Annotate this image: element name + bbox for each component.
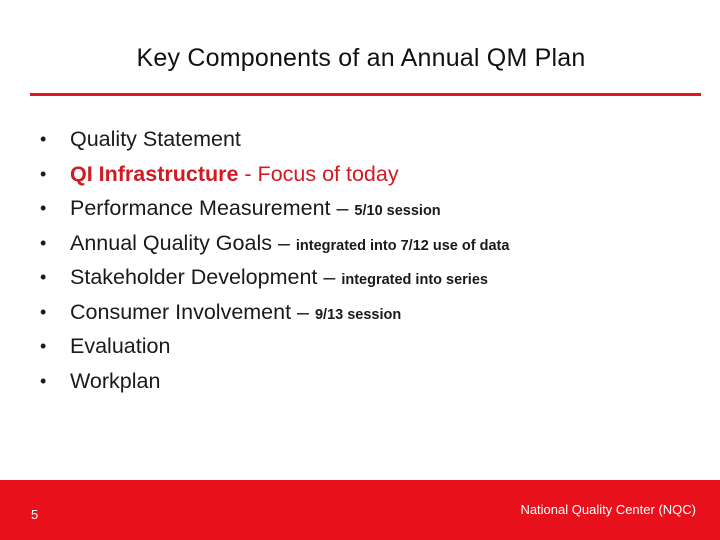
bullet-icon: • — [40, 163, 47, 184]
bullet-dash: – — [330, 196, 355, 220]
bullet-icon: • — [40, 370, 47, 391]
bullet-suffix: - Focus of today — [238, 161, 399, 186]
bullet-note: integrated into 7/12 use of data — [295, 237, 510, 254]
bullet-text-wrapper — [70, 191, 441, 228]
bullet-text: Annual Quality Goals — [70, 230, 272, 255]
bullet-dash: – — [291, 299, 315, 324]
footer-bar — [0, 480, 720, 540]
bullet-icon: • — [40, 198, 47, 218]
bullet-text: Workplan — [70, 368, 161, 393]
bullet-icon: • — [40, 267, 47, 287]
bullet-text-wrapper — [70, 157, 399, 191]
bullet-icon: • — [40, 336, 47, 356]
slide-title-text: Key Components of an Annual QM Plan — [136, 44, 586, 72]
bullet-text: Performance Measurement — [70, 196, 331, 220]
slide-title — [0, 44, 720, 73]
bullet-text-wrapper — [70, 260, 488, 297]
bullet-dash: – — [317, 265, 342, 289]
bullet-icon: • — [40, 301, 47, 322]
bullet-icon: • — [40, 129, 47, 149]
bullet-icon: • — [40, 232, 47, 253]
bullet-text: Consumer Involvement — [70, 299, 292, 324]
bullet-text-wrapper — [70, 295, 401, 332]
bullet-text: Quality Statement — [70, 127, 241, 151]
bullet-text: Stakeholder Development — [70, 265, 318, 289]
bullet-highlight-text: QI Infrastructure — [70, 161, 239, 186]
page-number: 5 — [31, 507, 39, 522]
bullet-note: integrated into series — [341, 272, 488, 288]
title-divider — [30, 93, 701, 96]
bullet-text-wrapper — [70, 226, 509, 263]
bullet-dash: – — [271, 230, 296, 255]
bullet-note: 5/10 session — [354, 203, 441, 219]
bullet-note: 9/13 session — [314, 306, 402, 323]
organization-name: National Quality Center (NQC) — [520, 502, 696, 517]
bullet-text: Evaluation — [70, 334, 171, 358]
